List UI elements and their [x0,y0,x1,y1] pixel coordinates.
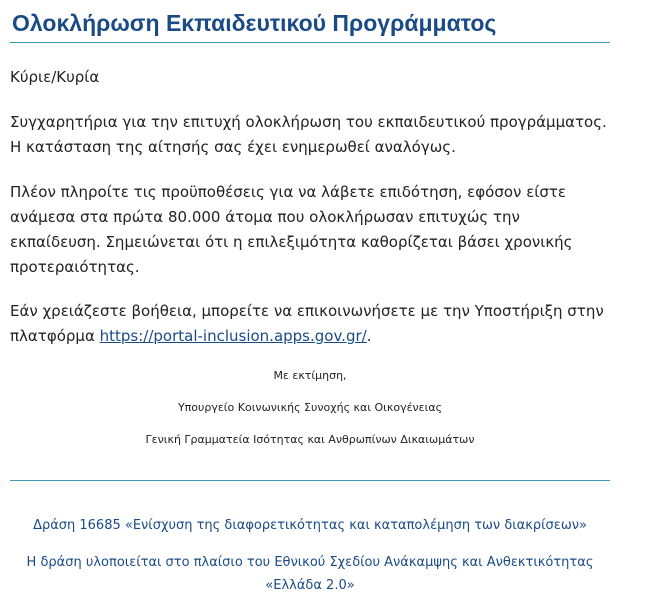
greeting: Κύριε/Κυρία [10,68,100,86]
page-title: Ολοκλήρωση Εκπαιδευτικού Προγράμματος [10,0,610,43]
support-paragraph [10,299,610,349]
signature-closing: Με εκτίμηση, [273,369,347,382]
footer-recovery-plan: Η δράση υλοποιείται στο πλαίσιο του Εθνικού Σχεδίου Ανάκαμψης και Ανθεκτικότητας «Ελλάδα 2.0» [26,555,594,593]
email-body [10,0,610,597]
signature-block [10,369,610,447]
eligibility-paragraph: Πλέον πληροίτε τις προϋποθέσεις για να λάβετε επιδότηση, εφόσον είστε ανάμεσα στα πρώτα 80.000 άτομα που ολοκλήρωσαν επιτυχώς την εκπαίδευση. Σημειώνεται ότι η επιλεξιμότητα καθορίζεται βάσει χρονικής προτεραιότητας. [10,183,573,276]
footer [10,514,610,597]
footer-action: Δράση 16685 «Ενίσχυση της διαφορετικότητας και καταπολέμηση των διακρίσεων» [33,518,587,533]
signature-ministry: Υπουργείο Κοινωνικής Συνοχής και Οικογένειας [177,401,443,414]
congratulations-paragraph: Συγχαρητήρια για την επιτυχή ολοκλήρωση του εκπαιδευτικού προγράμματος. Η κατάσταση της αίτησής σας έχει ενημερωθεί αναλόγως. [10,113,607,156]
footer-divider [10,480,610,481]
support-portal-link[interactable]: https://portal-inclusion.apps.gov.gr/ [99,327,367,345]
support-text-end: . [366,327,372,345]
support-text: Εάν χρειάζεστε βοήθεια, μπορείτε να επικοινωνήσετε με την Υποστήριξη στην πλατφόρμα [10,302,604,345]
signature-secretariat: Γενική Γραμματεία Ισότητας και Ανθρωπίνων Δικαιωμάτων [145,433,475,446]
